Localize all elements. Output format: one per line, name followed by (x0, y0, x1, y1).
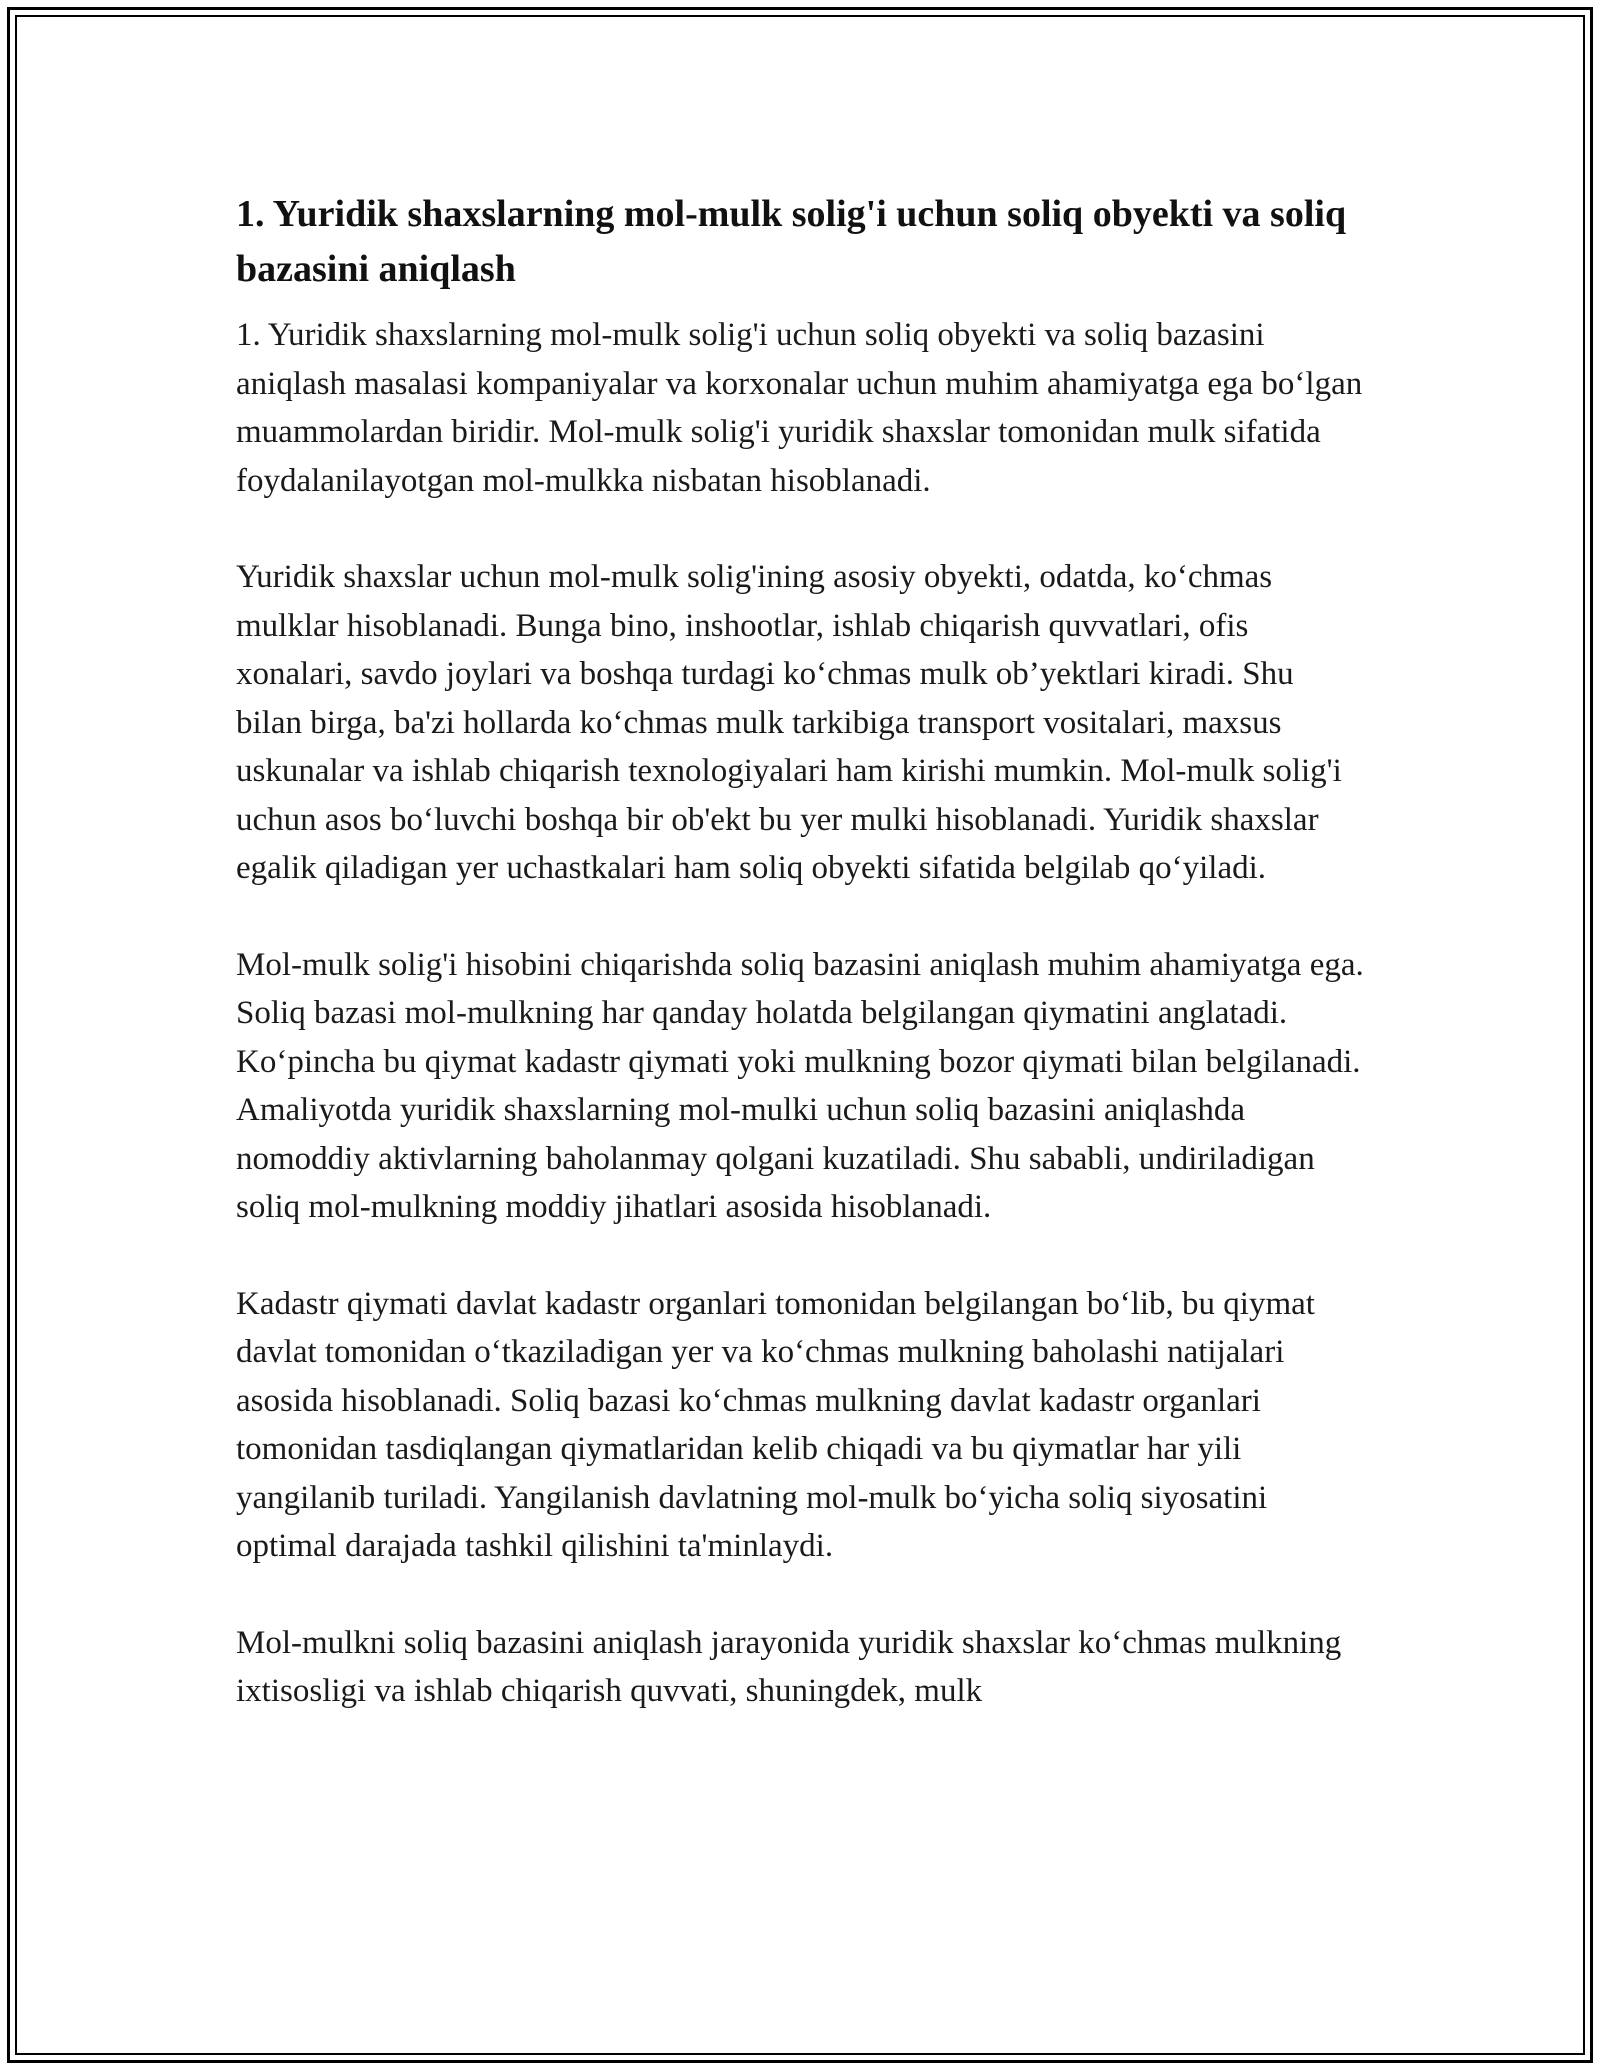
paragraph-tax-base: Mol-mulk solig'i hisobini chiqarishda soliq bazasini aniqlash muhim ahamiyatga ega. Soliq bazasi mol-mulkning har qanday holatda belgilangan qiymatini anglatadi. Ko‘pincha bu qiymat kadastr qiymati yoki mulkning bozor qiymati bilan belgilanadi. Amaliyotda yuridik shaxslarning mol-mulki uchun soliq bazasini aniqlashda nomoddiy aktivlarning baholanmay qolgani kuzatiladi. Shu sababli, undiriladigan soliq mol-mulkning moddiy jihatlari asosida hisoblanadi. (236, 946, 1364, 1225)
paragraph-tax-object: Yuridik shaxslar uchun mol-mulk solig'ining asosiy obyekti, odatda, ko‘chmas mulklar hisoblanadi. Bunga bino, inshootlar, ishlab chiqarish quvvatlari, ofis xonalari, savdo joylari va boshqa turdagi ko‘chmas mulk ob’yektlari kiradi. Shu bilan birga, ba'zi hollarda ko‘chmas mulk tarkibiga transport vositalari, maxsus uskunalar va ishlab chiqarish texnologiyalari ham kirishi mumkin. Mol-mulk solig'i uchun asos bo‘luvchi boshqa bir ob'ekt bu yer mulki hisoblanadi. Yuridik shaxslar egalik qiladigan yer uchastkalari ham soliq obyekti sifatida belgilab qo‘yiladi. (236, 559, 1342, 886)
paragraph-intro: 1. Yuridik shaxslarning mol-mulk solig'i uchun soliq obyekti va soliq bazasini aniqlash masalasi kompaniyalar va korxonalar uchun muhim ahamiyatga ega bo‘lgan muammolardan biridir. Mol-mulk solig'i yuridik shaxslar tomonidan mulk sifatida foydalanilayotgan mol-mulkka nisbatan hisoblanadi. (236, 317, 1363, 499)
document-body (236, 187, 1366, 1716)
document-title: 1. Yuridik shaxslarning mol-mulk solig'i uchun soliq obyekti va soliq bazasini aniqlash (236, 193, 1347, 290)
paragraph-cadastral-value: Kadastr qiymati davlat kadastr organlari tomonidan belgilangan bo‘lib, bu qiymat davlat tomonidan o‘tkaziladigan yer va ko‘chmas mulkning baholashi natijalari asosida hisoblanadi. Soliq bazasi ko‘chmas mulkning davlat kadastr organlari tomonidan tasdiqlangan qiymatlaridan kelib chiqadi va bu qiymatlar har yili yangilanib turiladi. Yangilanish davlatning mol-mulk bo‘yicha soliq siyosatini optimal darajada tashkil qilishini ta'minlaydi. (236, 1285, 1315, 1564)
paragraph-determination-process: Mol-mulkni soliq bazasini aniqlash jarayonida yuridik shaxslar ko‘chmas mulkning ixtisosligi va ishlab chiqarish quvvati, shuningdek, mulk (236, 1624, 1342, 1709)
